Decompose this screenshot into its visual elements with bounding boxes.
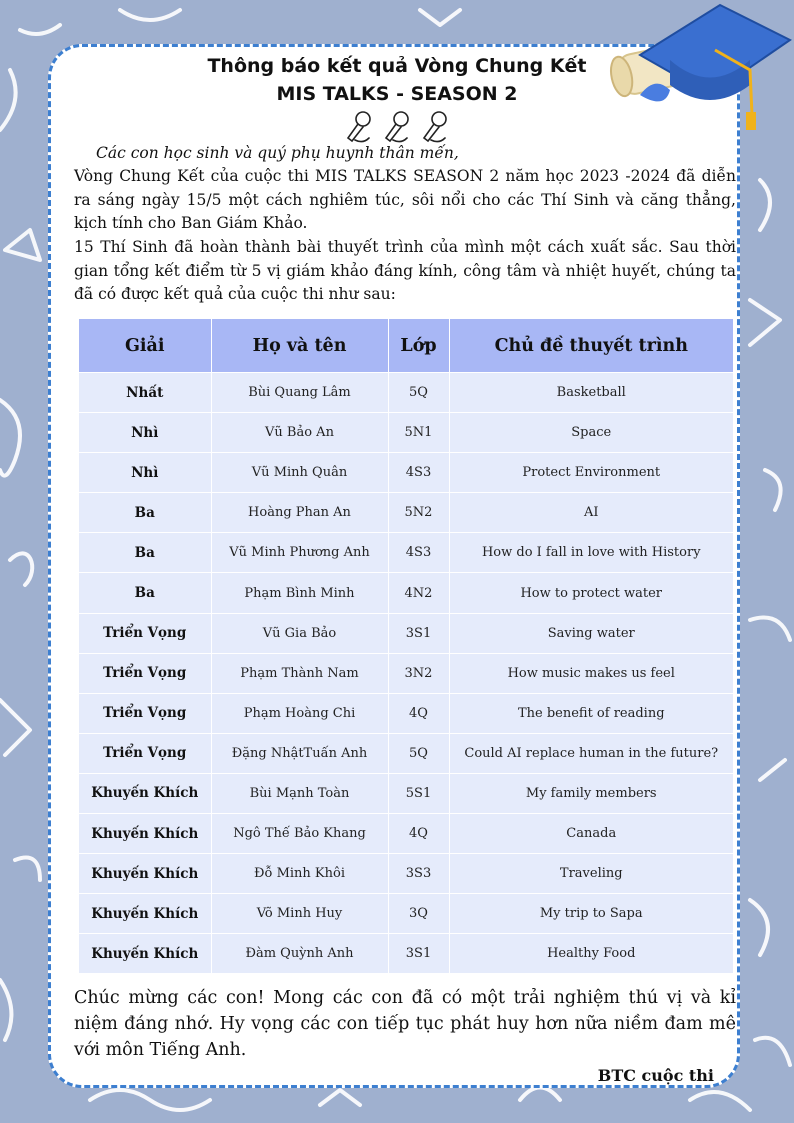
signature: BTC cuộc thi [597,1066,714,1085]
cell-class: 5N2 [388,493,449,533]
intro-paragraph: Vòng Chung Kết của cuộc thi MIS TALKS SEASON 2 năm học 2023 -2024 đã diễn ra sáng ngày 15/5 một cách nghiêm túc, sôi nổi cho các Thí Sinh và căng thẳng, kịch tính cho Ban Giám Khảo. [74,167,736,232]
cell-topic: The benefit of reading [449,693,733,733]
table-header-row [79,319,733,373]
cell-class: 3S1 [388,613,449,653]
cell-name: Bùi Quang Lâm [211,373,388,413]
cell-class: 3Q [388,894,449,934]
cell-prize: Ba [79,533,211,573]
cell-topic: How to protect water [449,573,733,613]
cell-class: 4S3 [388,453,449,493]
cell-name: Hoàng Phan An [211,493,388,533]
cell-prize: Khuyến Khích [79,854,211,894]
table-row [79,693,733,733]
cell-name: Vũ Gia Bảo [211,613,388,653]
cell-name: Bùi Mạnh Toàn [211,773,388,813]
cell-topic: Basketball [449,373,733,413]
page-subtitle: MIS TALKS - SEASON 2 [276,83,518,105]
greeting: Các con học sinh và quý phụ huynh thân mến, [96,144,459,162]
cell-prize: Nhì [79,453,211,493]
table-row [79,453,733,493]
cell-prize: Ba [79,493,211,533]
cell-prize: Triển Vọng [79,613,211,653]
cell-prize: Khuyến Khích [79,773,211,813]
cell-class: 4S3 [388,533,449,573]
cell-name: Đàm Quỳnh Anh [211,934,388,974]
cell-class: 3N2 [388,653,449,693]
cell-name: Phạm Bình Minh [211,573,388,613]
cell-topic: How music makes us feel [449,653,733,693]
cell-topic: My trip to Sapa [449,894,733,934]
header-prize: Giải [79,319,211,373]
table-row [79,894,733,934]
cell-prize: Triển Vọng [79,653,211,693]
cell-prize: Triển Vọng [79,733,211,773]
cell-topic: AI [449,493,733,533]
table-row [79,373,733,413]
table-row [79,814,733,854]
table-row [79,613,733,653]
cell-name: Vũ Minh Quân [211,453,388,493]
cell-topic: Canada [449,814,733,854]
cell-prize: Nhất [79,373,211,413]
cell-name: Phạm Hoàng Chi [211,693,388,733]
cell-topic: Traveling [449,854,733,894]
header-name: Họ và tên [211,319,388,373]
cell-name: Phạm Thành Nam [211,653,388,693]
table-row [79,493,733,533]
results-paragraph: 15 Thí Sinh đã hoàn thành bài thuyết trình của mình một cách xuất sắc. Sau thời gian tổng kết điểm từ 5 vị giám khảo đáng kính, công tâm và nhiệt huyết, chúng ta đã có được kết quả của cuộc thi như sau: [74,238,736,303]
cell-name: Đỗ Minh Khôi [211,854,388,894]
cell-class: 3S3 [388,854,449,894]
header-topic: Chủ đề thuyết trình [449,319,733,373]
table-row [79,653,733,693]
cell-class: 3S1 [388,934,449,974]
table-row [79,733,733,773]
cell-topic: How do I fall in love with History [449,533,733,573]
cell-class: 4N2 [388,573,449,613]
cell-class: 5Q [388,733,449,773]
cell-class: 5S1 [388,773,449,813]
table-row [79,854,733,894]
microphones-icon [341,108,453,144]
cell-class: 4Q [388,693,449,733]
cell-prize: Triển Vọng [79,693,211,733]
cell-prize: Khuyến Khích [79,814,211,854]
table-row [79,413,733,453]
cell-name: Vũ Minh Phương Anh [211,533,388,573]
cell-prize: Ba [79,573,211,613]
cell-topic: Could AI replace human in the future? [449,733,733,773]
cell-topic: Protect Environment [449,453,733,493]
cell-name: Đặng NhậtTuấn Anh [211,733,388,773]
cell-name: Ngô Thế Bảo Khang [211,814,388,854]
cell-name: Vũ Bảo An [211,413,388,453]
cell-topic: My family members [449,773,733,813]
closing-paragraph: Chúc mừng các con! Mong các con đã có một trải nghiệm thú vị và kỉ niệm đáng nhớ. Hy vọng các con tiếp tục phát huy hơn nữa niềm đam mê với môn Tiếng Anh. [74,988,736,1060]
cell-class: 5N1 [388,413,449,453]
cell-topic: Space [449,413,733,453]
table-row [79,934,733,974]
cell-class: 5Q [388,373,449,413]
table-row [79,573,733,613]
cell-topic: Healthy Food [449,934,733,974]
header-class: Lớp [388,319,449,373]
page-title: Thông báo kết quả Vòng Chung Kết [207,55,587,77]
table-row [79,773,733,813]
results-table [79,319,733,973]
cell-prize: Khuyến Khích [79,934,211,974]
cell-class: 4Q [388,814,449,854]
table-row [79,533,733,573]
cell-topic: Saving water [449,613,733,653]
cell-name: Võ Minh Huy [211,894,388,934]
cell-prize: Nhì [79,413,211,453]
cell-prize: Khuyến Khích [79,894,211,934]
